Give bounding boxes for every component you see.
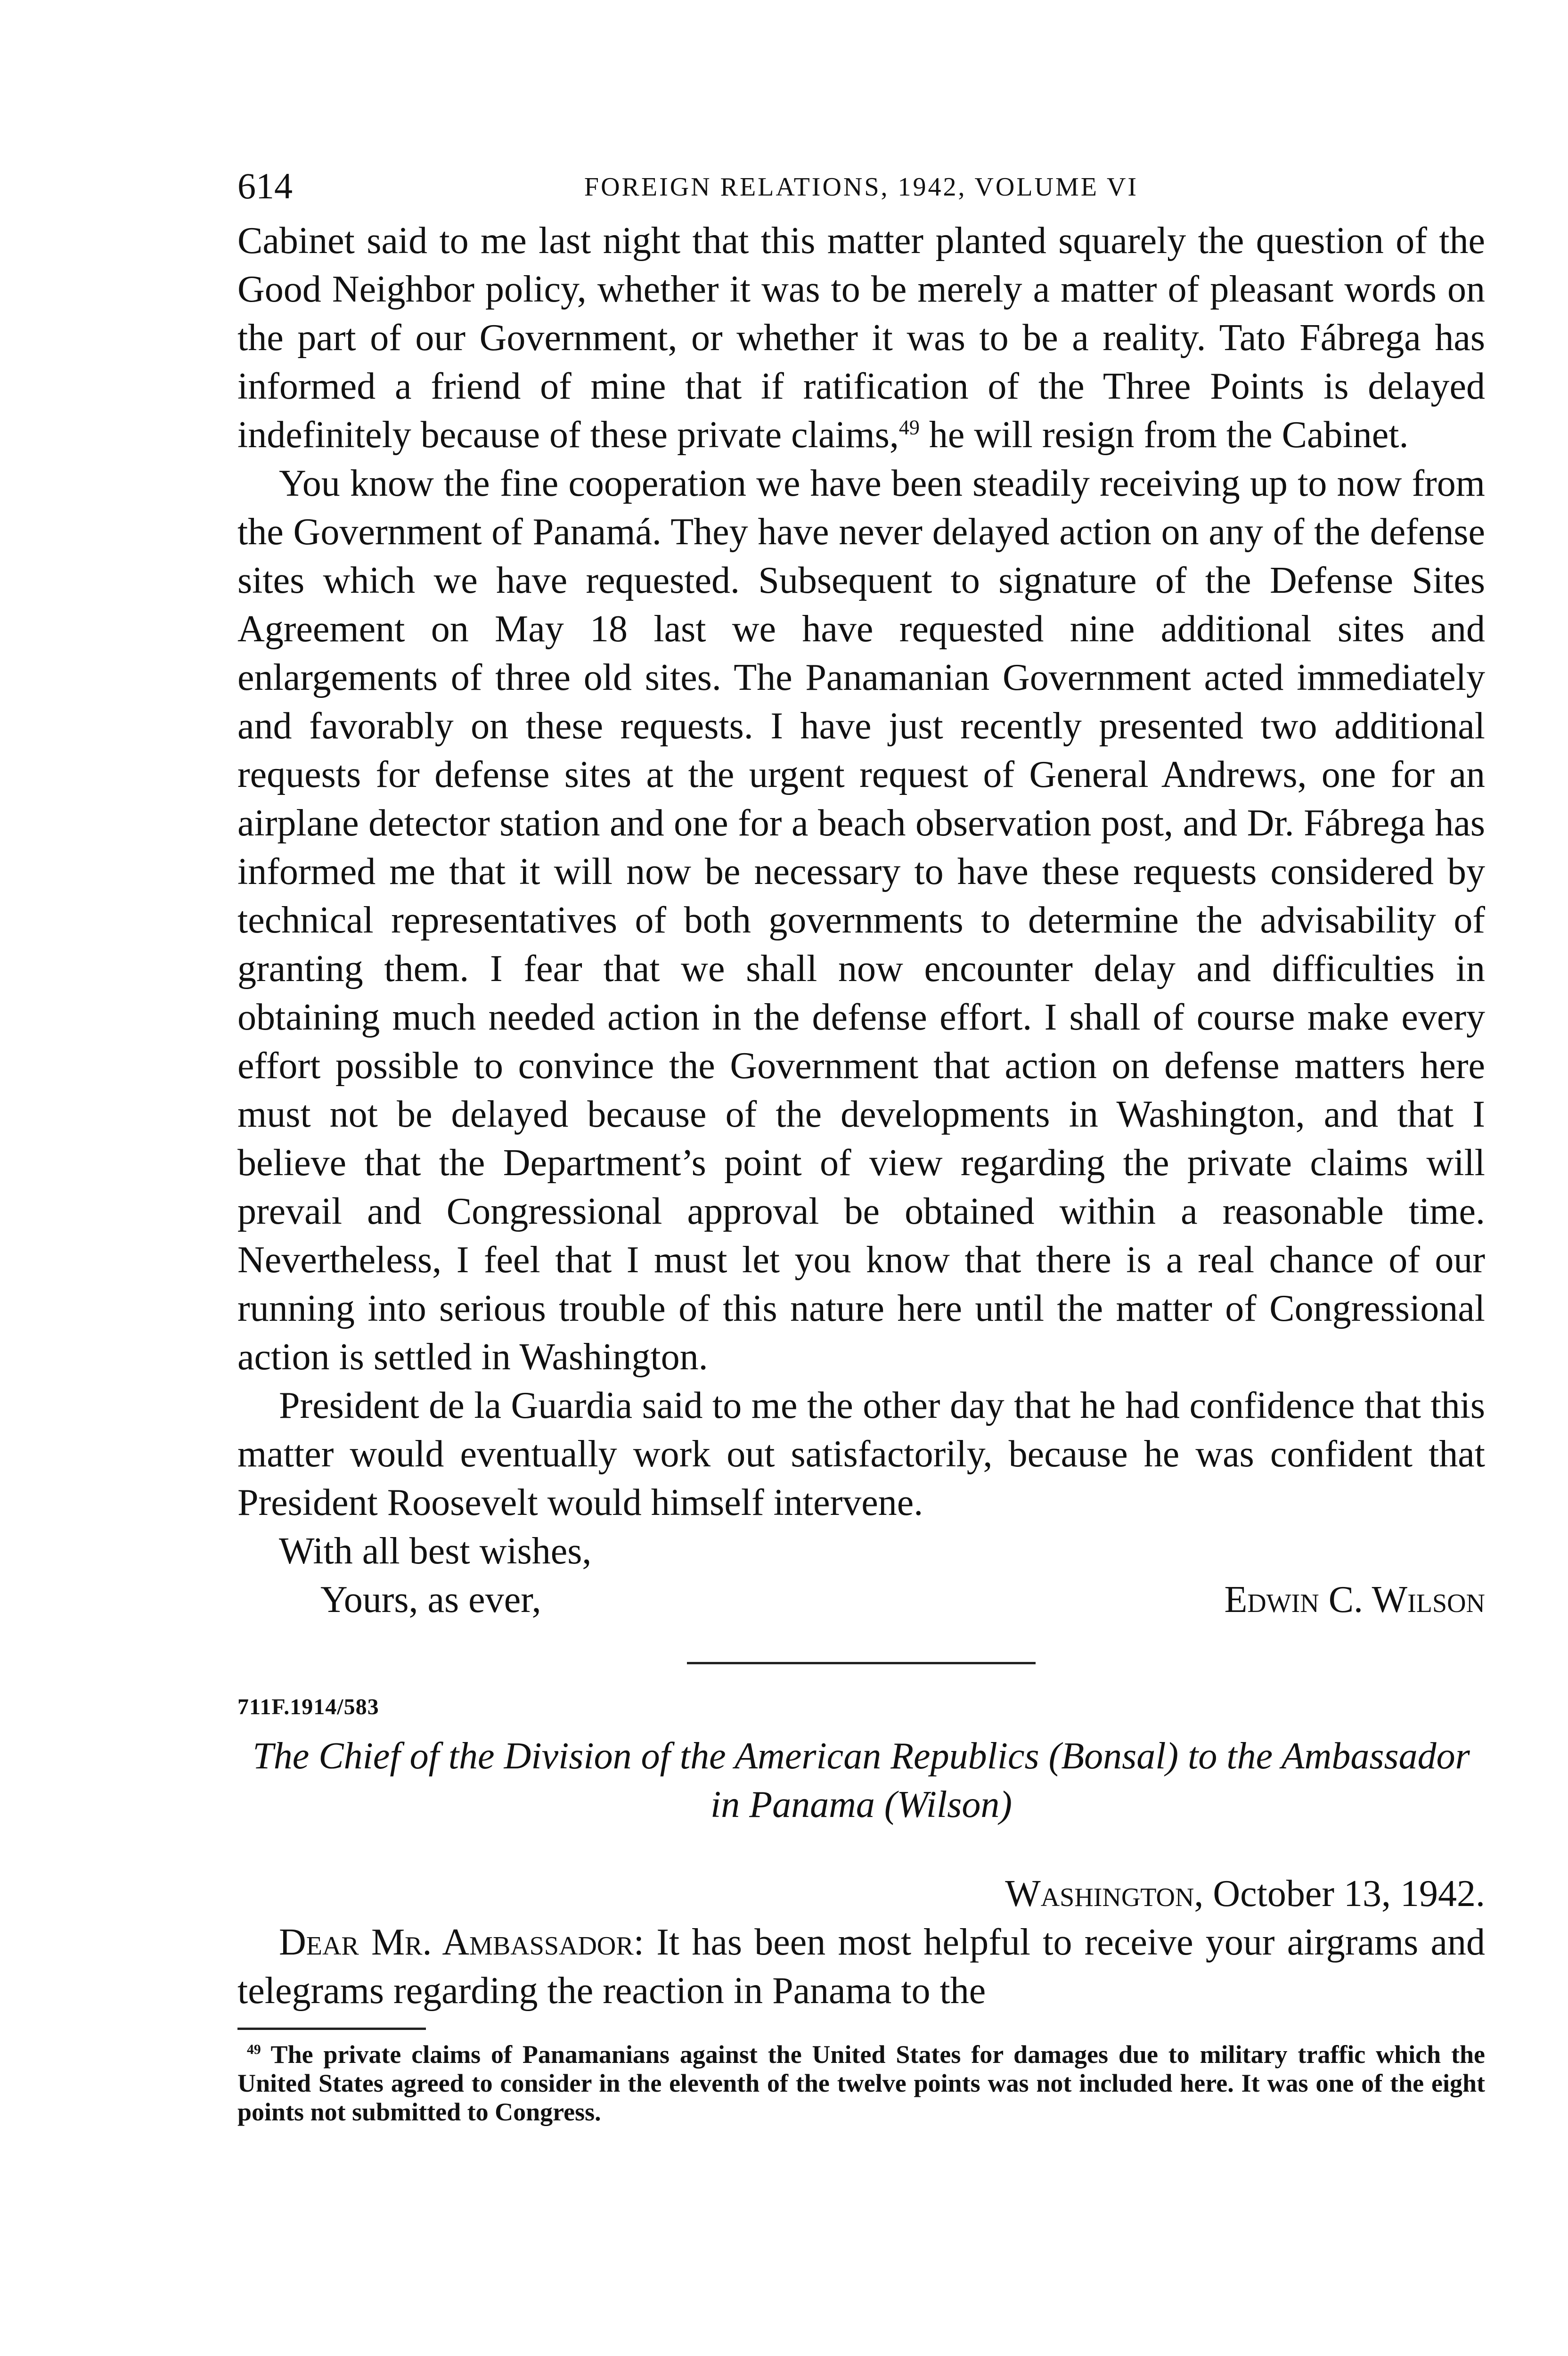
paragraph-3: President de la Guardia said to me the other day that he had confidence that this matter would eventually work out satisfactorily, because he was confident that President Roosevelt would himself intervene. (237, 1385, 1485, 1523)
section-divider (687, 1662, 1036, 1664)
paragraph-1-text: Cabinet said to me last night that this matter planted squarely the question of the Good Neighbor policy, whether it was to be merely a matter of pleasant words on the part of our Government, or whether it was to be a reality. Tato Fábrega has informed a friend of mine that if ratification of the Three Points is delayed indefinitely because of these private claims, (237, 220, 1485, 456)
footnote-text: The private claims of Panamanians against the United States for damages due to military traffic which the United States agreed to consider in the eleventh of the twelve points was not included here. It was one of the eight points not submitted to Congress. (237, 2040, 1485, 2126)
closing-wishes: With all best wishes, (279, 1530, 592, 1572)
salutation: Dear Mr. Ambassador (279, 1922, 634, 1963)
document-page (237, 165, 1485, 2127)
paragraph-1 (237, 217, 1485, 459)
date-text: , October 13, 1942. (1194, 1873, 1485, 1914)
signature-name: Edwin C. Wilson (1224, 1579, 1485, 1620)
letter-body (237, 217, 1485, 1527)
date-place: Washington (1005, 1873, 1194, 1914)
letter-closing (237, 1527, 1485, 1624)
signature-row (237, 1576, 1485, 1624)
footnote (237, 2040, 1485, 2127)
file-number: 711F.1914/583 (237, 1694, 379, 1719)
salutation-paragraph (237, 1918, 1485, 2015)
footnote-marker: 49 (247, 2042, 261, 2057)
closing-yours: Yours, as ever, (320, 1579, 541, 1620)
paragraph-1-text-end: he will resign from the Cabinet. (919, 414, 1409, 456)
date-line (237, 1870, 1485, 1918)
second-letter (237, 1918, 1485, 2015)
document-heading: The Chief of the Division of the American Republics (Bonsal) to the Ambassador in Panama (Wilson) (253, 1735, 1470, 1825)
page-number: 614 (237, 165, 293, 206)
paragraph-2: You know the fine cooperation we have been steadily receiving up to now from the Government of Panamá. They have never delayed action on any of the defense sites which we have requested. Subsequent to signature of the Defense Sites Agreement on May 18 last we have requested nine additional sites and enlargements of three old sites. The Panamanian Government acted immediately and favorably on these requests. I have just recently presented two additional requests for defense sites at the urgent request of General Andrews, one for an airplane detector station and one for a beach observation post, and Dr. Fábrega has informed me that it will now be necessary to have these requests considered by technical representatives of both governments to determine the advisability of granting them. I fear that we shall now encounter delay and difficulties in obtaining much needed action in the defense effort. I shall of course make every effort possible to convince the Government that action on defense matters here must not be delayed because of the developments in Washington, and that I believe that the Department’s point of view regarding the private claims will prevail and Congressional approval be obtained within a reasonable time. Nevertheless, I feel that I must let you know that there is a real chance of our running into serious trouble of this nature here until the matter of Congressional action is settled in Washington. (237, 463, 1485, 1378)
footnote-rule (237, 2028, 426, 2030)
letter-text: : It has been most helpful to receive your airgrams and telegrams regarding the reaction in Panama to the (237, 1922, 1485, 2012)
page-header (237, 165, 1485, 217)
footnote-reference[interactable]: 49 (898, 416, 920, 439)
running-head: FOREIGN RELATIONS, 1942, VOLUME VI (584, 172, 1139, 202)
